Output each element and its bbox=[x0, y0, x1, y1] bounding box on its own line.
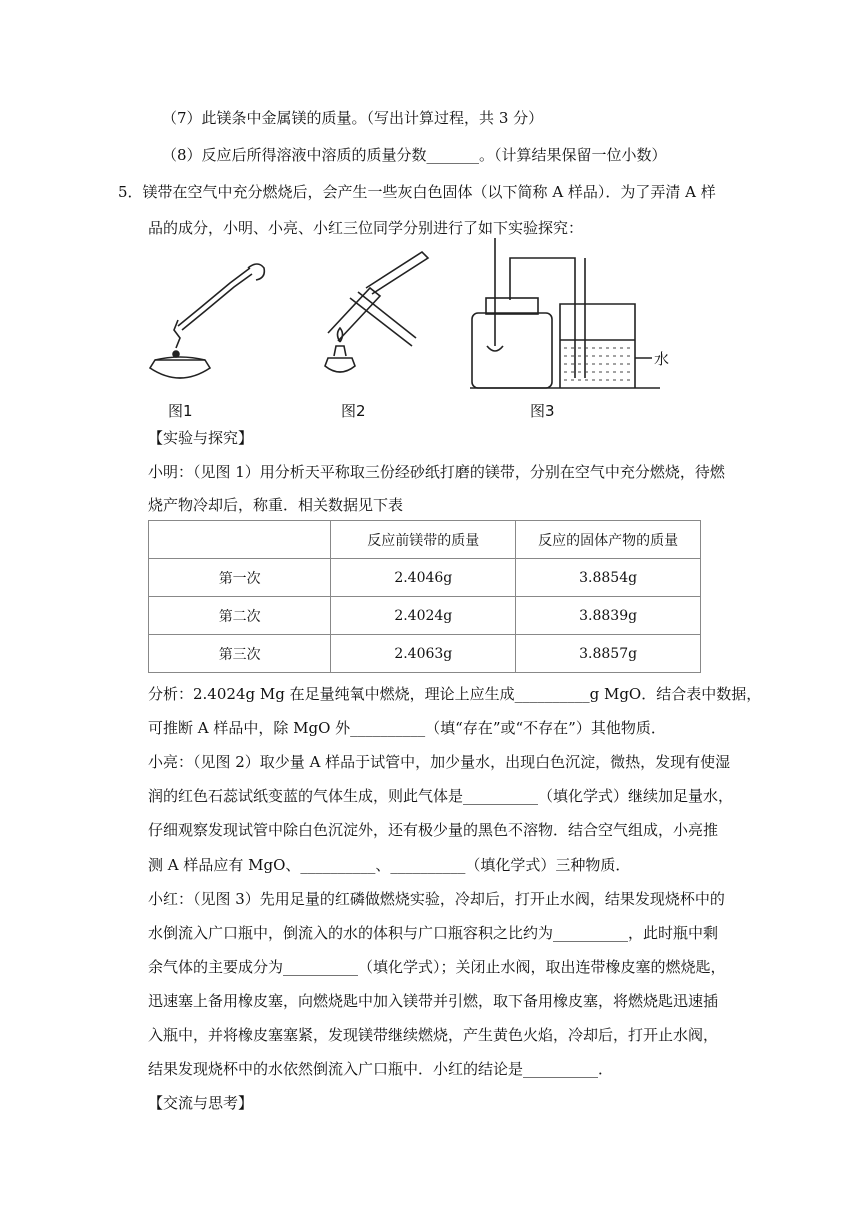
xiaoliang-line-3: 仔细观察发现试管中除白色沉淀外，还有极少量的黑色不溶物．结合空气组成，小亮推 bbox=[148, 821, 719, 839]
table-cell: 2.4024g bbox=[331, 597, 516, 635]
question-7: （7）此镁条中金属镁的质量。（写出计算过程，共 3 分） bbox=[162, 109, 544, 127]
table-row bbox=[149, 559, 701, 597]
table-header-row bbox=[149, 521, 701, 559]
data-table bbox=[148, 520, 701, 673]
xiaohong-line-5: 入瓶中，并将橡皮塞塞紧，发现镁带继续燃烧，产生黄色火焰，冷却后，打开止水阀， bbox=[148, 1026, 719, 1044]
xiaoliang-line-4: 测 A 样品应有 MgO、__________、__________（填化学式）三种物质． bbox=[148, 856, 631, 874]
xiaoming-line-1: 小明：（见图 1）用分析天平称取三份经砂纸打磨的镁带，分别在空气中充分燃烧，待燃 bbox=[148, 463, 725, 481]
table-cell: 第一次 bbox=[149, 559, 331, 597]
beaker-water bbox=[564, 348, 631, 380]
section-heading-discussion: 【交流与思考】 bbox=[148, 1094, 254, 1112]
table-header-cell bbox=[149, 521, 331, 559]
question-5-line-2: 品的成分，小明、小亮、小红三位同学分别进行了如下实验探究： bbox=[148, 219, 584, 237]
xiaohong-line-4: 迅速塞上备用橡皮塞，向燃烧匙中加入镁带并引燃，取下备用橡皮塞，将燃烧匙迅速插 bbox=[148, 992, 719, 1010]
water-label: 水 bbox=[654, 350, 670, 368]
table-header-cell: 反应的固体产物的质量 bbox=[516, 521, 701, 559]
figure-3-caption: 图3 bbox=[530, 402, 555, 420]
table-row bbox=[149, 635, 701, 673]
table-cell: 第二次 bbox=[149, 597, 331, 635]
question-8: （8）反应后所得溶液中溶质的质量分数_______。（计算结果保留一位小数） bbox=[162, 146, 667, 164]
xiaoliang-line-2: 润的红色石蕊试纸变蓝的气体生成，则此气体是__________（填化学式）继续加足量水， bbox=[148, 787, 734, 805]
analysis-line-2: 可推断 A 样品中，除 MgO 外__________（填“存在”或“不存在”）其他物质． bbox=[148, 719, 666, 737]
table-cell: 3.8857g bbox=[516, 635, 701, 673]
xiaoming-line-2: 烧产物冷却后，称重．相关数据见下表 bbox=[148, 496, 404, 514]
table-cell: 2.4063g bbox=[331, 635, 516, 673]
figure-1-drawing bbox=[150, 264, 264, 378]
figure-2-caption: 图2 bbox=[341, 402, 366, 420]
table-cell: 3.8839g bbox=[516, 597, 701, 635]
xiaohong-line-6: 结果发现烧杯中的水依然倒流入广口瓶中．小红的结论是__________． bbox=[148, 1060, 614, 1078]
question-5-line-1: 5．镁带在空气中充分燃烧后，会产生一些灰白色固体（以下简称 A 样品）．为了弄清 A 样 bbox=[118, 183, 716, 201]
figure-3-drawing bbox=[470, 238, 660, 388]
table-cell: 2.4046g bbox=[331, 559, 516, 597]
xiaohong-line-1: 小红：（见图 3）先用足量的红磷做燃烧实验，冷却后，打开止水阀，结果发现烧杯中的 bbox=[148, 890, 725, 908]
xiaoliang-line-1: 小亮：（见图 2）取少量 A 样品于试管中，加少量水，出现白色沉淀，微热，发现有使湿 bbox=[148, 753, 731, 771]
experiment-figures bbox=[140, 238, 680, 398]
analysis-line-1: 分析：2.4024g Mg 在足量纯氧中燃烧，理论上应生成__________g MgO．结合表中数据， bbox=[148, 685, 762, 703]
table-header-cell: 反应前镁带的质量 bbox=[331, 521, 516, 559]
xiaohong-line-2: 水倒流入广口瓶中，倒流入的水的体积与广口瓶容积之比约为__________，此时瓶中剩 bbox=[148, 924, 719, 942]
table-cell: 3.8854g bbox=[516, 559, 701, 597]
table-cell: 第三次 bbox=[149, 635, 331, 673]
figure-2-drawing bbox=[325, 252, 428, 372]
section-heading-experiment: 【实验与探究】 bbox=[148, 429, 254, 447]
table-row bbox=[149, 597, 701, 635]
figure-1-caption: 图1 bbox=[168, 402, 193, 420]
xiaohong-line-3: 余气体的主要成分为__________（填化学式）；关闭止水阀，取出连带橡皮塞的燃烧匙， bbox=[148, 958, 726, 976]
